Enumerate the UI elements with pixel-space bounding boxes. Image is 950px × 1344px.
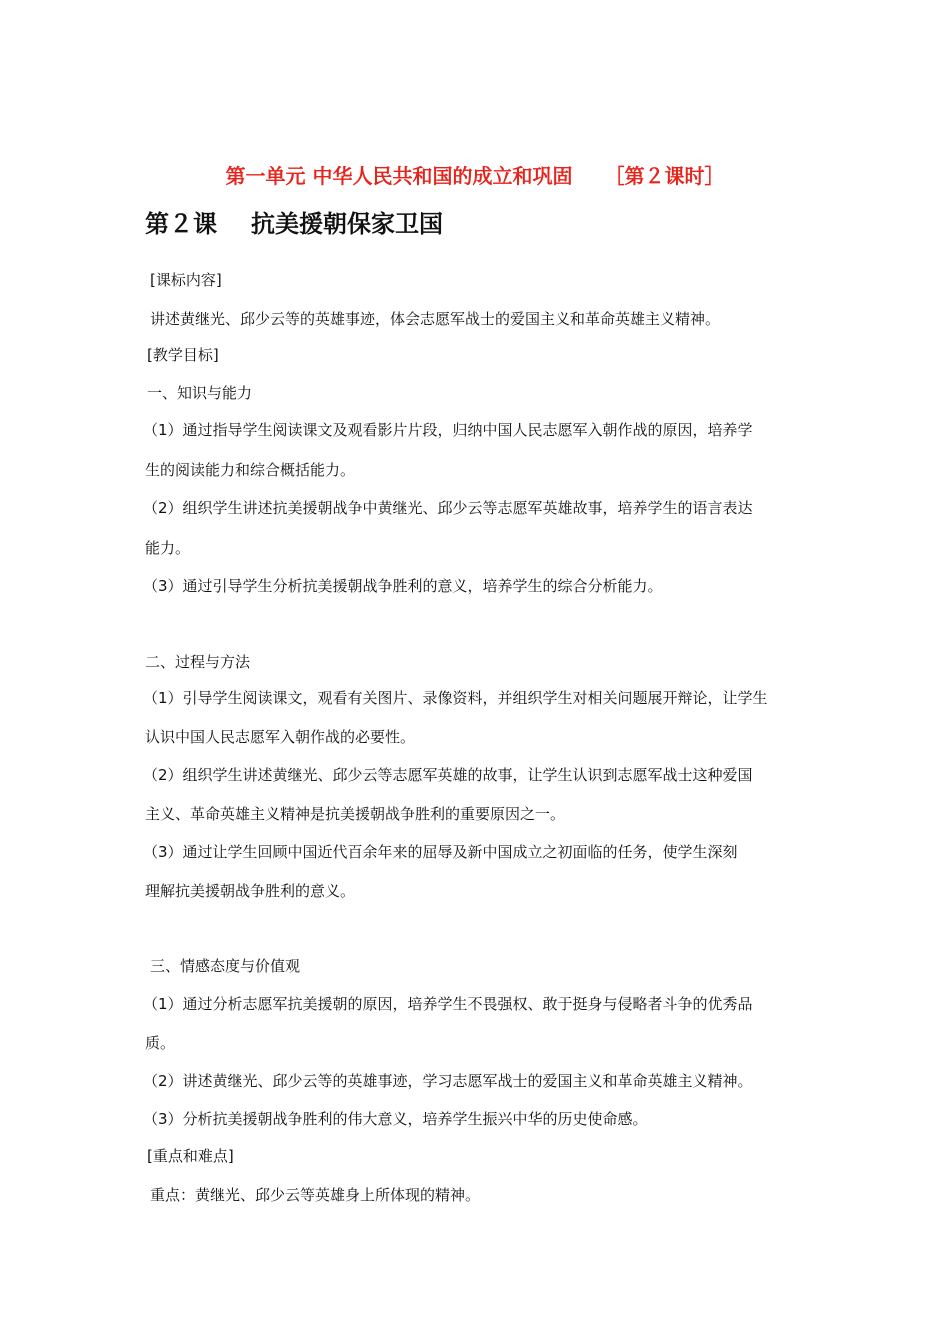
paragraph-line: （2）组织学生讲述抗美援朝战争中黄继光、邱少云等志愿军英雄故事，培养学生的语言表达 bbox=[143, 499, 753, 517]
paragraph-line: 主义、革命英雄主义精神是抗美援朝战争胜利的重要原因之一。 bbox=[145, 805, 566, 823]
section-label-objectives: [教学目标] bbox=[147, 346, 219, 364]
paragraph-line: 能力。 bbox=[145, 539, 191, 557]
subheading-process: 二、过程与方法 bbox=[145, 653, 251, 671]
paragraph-line: 重点：黄继光、邱少云等英雄身上所体现的精神。 bbox=[150, 1186, 481, 1204]
subheading-knowledge: 一、知识与能力 bbox=[147, 384, 253, 402]
paragraph-line: 理解抗美援朝战争胜利的意义。 bbox=[145, 882, 356, 900]
paragraph-line: （1）通过分析志愿军抗美援朝的原因，培养学生不畏强权、敢于挺身与侵略者斗争的优秀品 bbox=[143, 995, 753, 1013]
paragraph-line: （1）通过指导学生阅读课文及观看影片片段，归纳中国人民志愿军入朝作战的原因，培养学 bbox=[143, 421, 753, 439]
paragraph-line: （3）通过引导学生分析抗美援朝战争胜利的意义，培养学生的综合分析能力。 bbox=[143, 577, 663, 595]
subheading-values: 三、情感态度与价值观 bbox=[150, 957, 301, 975]
paragraph-line: （2）组织学生讲述黄继光、邱少云等志愿军英雄的故事，让学生认识到志愿军战士这种爱国 bbox=[143, 766, 753, 784]
unit-title: 第一单元 中华人民共和国的成立和巩固 bbox=[225, 164, 573, 188]
period-label: ［第２课时］ bbox=[604, 164, 725, 188]
paragraph-line: （2）讲述黄继光、邱少云等的英雄事迹，学习志愿军战士的爱国主义和革命英雄主义精神。 bbox=[143, 1072, 753, 1090]
paragraph-line: （3）通过让学生回顾中国近代百余年来的屈辱及新中国成立之初面临的任务，使学生深刻 bbox=[143, 843, 738, 861]
section-label-curriculum: [课标内容] bbox=[150, 271, 222, 289]
unit-header bbox=[0, 163, 950, 189]
lesson-title: 抗美援朝保家卫国 bbox=[251, 210, 443, 238]
paragraph-line: 质。 bbox=[145, 1034, 176, 1052]
paragraph-line: （3）分析抗美援朝战争胜利的伟大意义，培养学生振兴中华的历史使命感。 bbox=[143, 1110, 648, 1128]
paragraph-line: （1）引导学生阅读课文，观看有关图片、录像资料，并组织学生对相关问题展开辩论，让学生 bbox=[143, 689, 768, 707]
lesson-number: 第２课 bbox=[145, 210, 217, 238]
paragraph-line: 讲述黄继光、邱少云等的英雄事迹，体会志愿军战士的爱国主义和革命英雄主义精神。 bbox=[150, 310, 721, 328]
paragraph-line: 生的阅读能力和综合概括能力。 bbox=[145, 461, 356, 479]
paragraph-line: 认识中国人民志愿军入朝作战的必要性。 bbox=[145, 728, 416, 746]
lesson-heading bbox=[145, 208, 443, 240]
section-label-keypoints: [重点和难点] bbox=[147, 1147, 234, 1165]
